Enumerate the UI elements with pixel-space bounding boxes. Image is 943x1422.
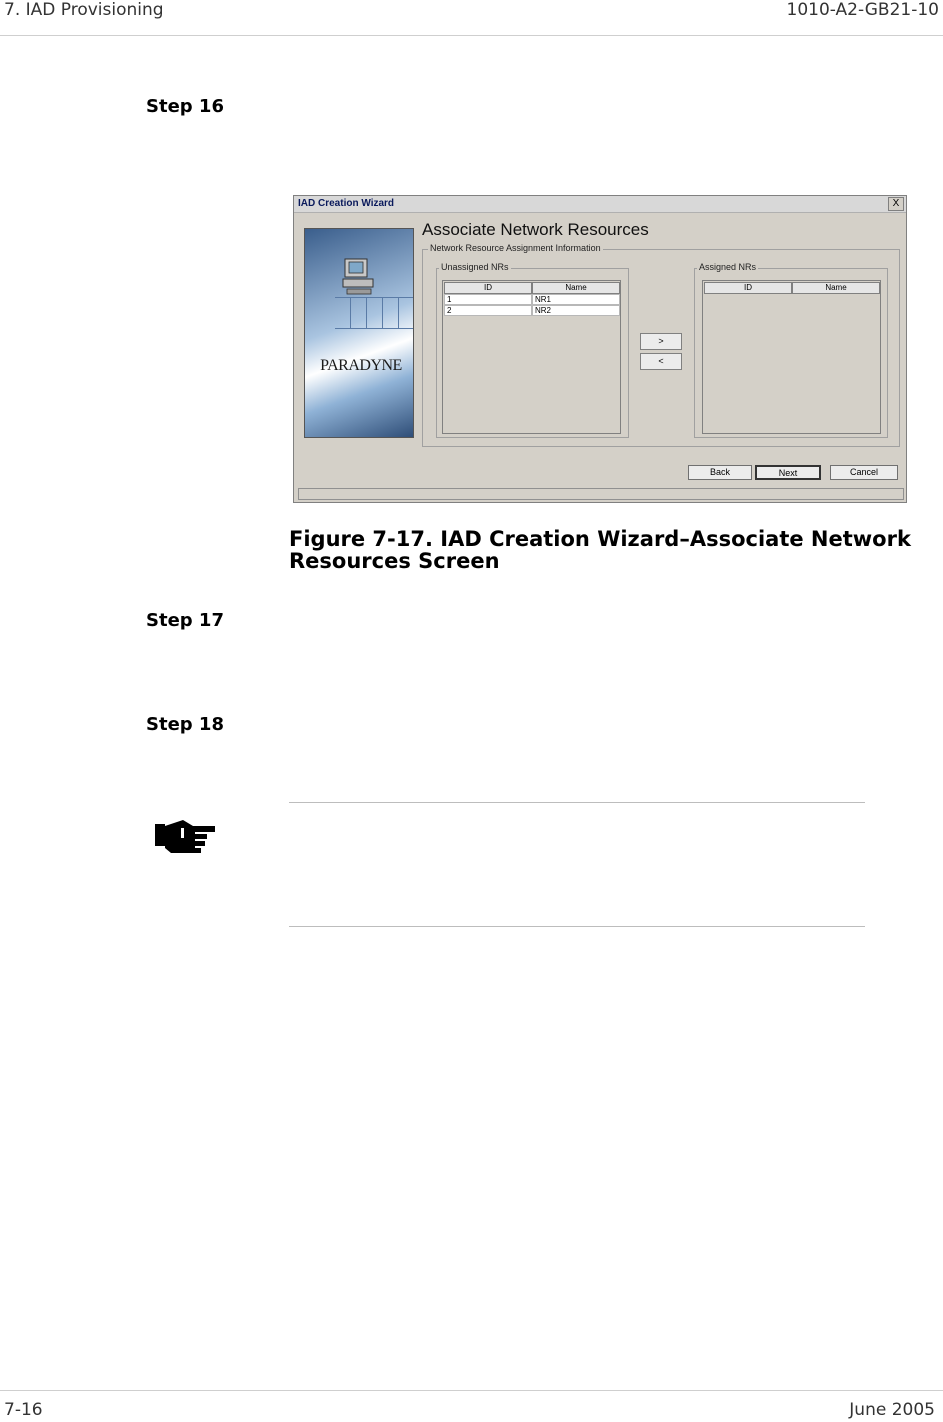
row-name-cell: NR2 — [532, 305, 620, 316]
assign-button[interactable]: > — [640, 333, 682, 350]
note-bottom-rule — [289, 926, 865, 927]
column-header-name[interactable]: Name — [532, 282, 620, 294]
computer-icon — [341, 257, 375, 297]
figure-caption: Figure 7-17. IAD Creation Wizard–Associate Network Resources Screen — [289, 527, 911, 573]
header-rule — [0, 35, 943, 36]
assigned-group-label: Assigned NRs — [699, 262, 757, 272]
next-button[interactable]: Next — [755, 465, 821, 480]
wizard-window — [293, 195, 907, 503]
cancel-button[interactable]: Cancel — [830, 465, 898, 480]
unassigned-table-header — [444, 282, 620, 294]
wizard-title: IAD Creation Wizard — [298, 198, 395, 209]
footer-date: June 2005 — [849, 1400, 935, 1420]
close-icon[interactable]: X — [888, 197, 904, 211]
wizard-titlebar — [294, 196, 906, 213]
column-header-id[interactable]: ID — [444, 282, 532, 294]
wizard-side-image — [304, 228, 414, 438]
pointing-hand-icon — [153, 816, 219, 856]
running-header-doc-number: 1010-A2-GB21-10 — [786, 0, 939, 20]
step-17-label: Step 17 — [146, 610, 224, 631]
column-header-name[interactable]: Name — [792, 282, 880, 294]
paradyne-logo: PARADYNE — [320, 357, 402, 374]
assigned-table-header — [704, 282, 880, 294]
row-name-cell: NR1 — [532, 294, 620, 305]
column-header-id[interactable]: ID — [704, 282, 792, 294]
back-button[interactable]: Back — [688, 465, 752, 480]
grid-graphic — [335, 297, 414, 329]
step-18-label: Step 18 — [146, 714, 224, 735]
table-row[interactable] — [444, 294, 620, 305]
nr-assignment-group-label: Network Resource Assignment Information — [430, 243, 601, 253]
note-top-rule — [289, 802, 865, 803]
footer-page-number: 7-16 — [4, 1400, 43, 1420]
wizard-heading: Associate Network Resources — [422, 220, 649, 239]
assigned-table[interactable] — [702, 280, 881, 434]
status-bar — [298, 488, 904, 500]
row-id-cell: 1 — [444, 294, 532, 305]
table-row[interactable] — [444, 305, 620, 316]
unassign-button[interactable]: < — [640, 353, 682, 370]
unassigned-table[interactable] — [442, 280, 621, 434]
row-id-cell: 2 — [444, 305, 532, 316]
running-header-chapter: 7. IAD Provisioning — [4, 0, 164, 20]
unassigned-group-label: Unassigned NRs — [441, 262, 509, 272]
footer-rule — [0, 1390, 943, 1391]
step-16-label: Step 16 — [146, 96, 224, 117]
